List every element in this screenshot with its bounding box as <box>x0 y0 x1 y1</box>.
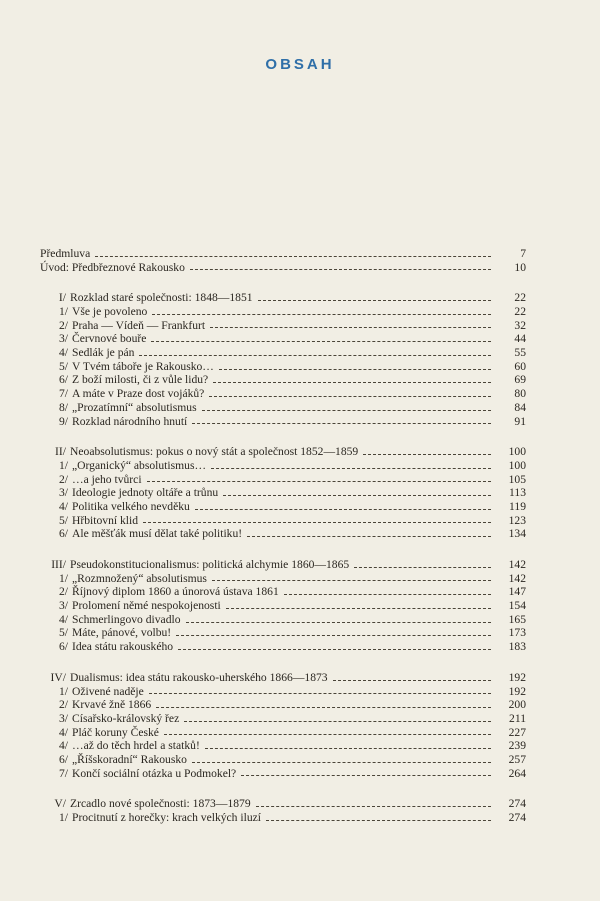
chapter-number: 4/ <box>58 612 68 626</box>
chapter-number: 2/ <box>58 318 68 332</box>
part-number: I/ <box>58 291 66 305</box>
chapter-number: 5/ <box>58 359 68 373</box>
dash-leader <box>186 615 491 623</box>
chapter-title: Politika velkého nevděku <box>72 499 190 513</box>
page-title: OBSAH <box>265 56 335 73</box>
dash-leader <box>95 249 491 257</box>
page-number: 69 <box>514 373 526 387</box>
chapter-number: 4/ <box>58 739 68 753</box>
chapter-title: Končí sociální otázka u Podmokel? <box>72 766 237 780</box>
chapter-number: 4/ <box>58 725 68 739</box>
dash-leader <box>241 768 491 776</box>
dash-leader <box>209 389 491 397</box>
chapter-number: 2/ <box>58 472 68 486</box>
dash-leader <box>202 403 491 411</box>
chapter-entry <box>40 415 526 429</box>
page-number: 239 <box>508 739 526 753</box>
chapter-entry <box>40 572 526 586</box>
dash-leader <box>354 560 491 568</box>
dash-leader <box>213 375 491 383</box>
chapter-entry <box>40 739 526 753</box>
chapter-number: 1/ <box>58 305 68 319</box>
dash-leader <box>149 686 491 694</box>
chapter-number: 6/ <box>58 373 68 387</box>
page-number: 192 <box>508 684 526 698</box>
dash-leader <box>266 813 491 821</box>
chapter-number: 7/ <box>58 766 68 780</box>
chapter-title: Říjnový diplom 1860 a únorová ústava 1861 <box>72 585 279 599</box>
section-gap <box>40 780 526 797</box>
front-title: Úvod: Předbřeznové Rakousko <box>40 260 185 274</box>
chapter-entry <box>40 346 526 360</box>
part-number: III/ <box>51 558 66 572</box>
chapter-title: Procitnutí z horečky: krach velkých iluzí <box>72 811 261 825</box>
chapter-number: 3/ <box>58 486 68 500</box>
dash-leader <box>192 416 491 424</box>
chapter-title: Oživené naděje <box>72 684 144 698</box>
chapter-number: 9/ <box>58 414 68 428</box>
dash-leader <box>184 714 491 722</box>
chapter-number: 2/ <box>58 698 68 712</box>
page-number: 100 <box>508 458 526 472</box>
chapter-entry <box>40 500 526 514</box>
dash-leader <box>211 461 491 469</box>
page-number: 55 <box>514 346 526 360</box>
chapter-entry <box>40 726 526 740</box>
chapter-entry <box>40 473 526 487</box>
page-number: 165 <box>508 612 526 626</box>
chapter-entry <box>40 305 526 319</box>
chapter-number: 6/ <box>58 527 68 541</box>
front-entry <box>40 247 526 261</box>
chapter-title: Vše je povoleno <box>72 305 148 319</box>
chapter-number: 6/ <box>58 752 68 766</box>
part-number: II/ <box>55 445 66 459</box>
part-entry <box>40 558 526 572</box>
section-gap <box>40 274 526 291</box>
part-number: V/ <box>54 797 66 811</box>
chapter-entry <box>40 599 526 613</box>
page-number: 7 <box>520 246 526 260</box>
chapter-entry <box>40 459 526 473</box>
part-title: Pseudokonstitucionalismus: politická alchymie 1860—1865 <box>70 558 350 572</box>
page-number: 113 <box>509 486 526 500</box>
chapter-number: 1/ <box>58 458 68 472</box>
chapter-entry <box>40 486 526 500</box>
chapter-number: 3/ <box>58 332 68 346</box>
dash-leader <box>284 587 491 595</box>
dash-leader <box>178 642 491 650</box>
chapter-title: Červnové bouře <box>72 332 147 346</box>
chapter-number: 6/ <box>58 640 68 654</box>
dash-leader <box>143 515 491 523</box>
section-gap <box>40 654 526 671</box>
page-number: 264 <box>508 766 526 780</box>
chapter-title: Prolomení němé nespokojenosti <box>72 599 221 613</box>
chapter-number: 2/ <box>58 585 68 599</box>
chapter-title: Idea státu rakouského <box>72 640 174 654</box>
page-number: 119 <box>509 499 526 513</box>
page-number: 173 <box>508 626 526 640</box>
chapter-title: Schmerlingovo divadlo <box>72 612 181 626</box>
chapter-title: A máte v Praze dost vojáků? <box>72 387 205 401</box>
dash-leader <box>247 529 491 537</box>
chapter-title: Sedlák je pán <box>72 346 135 360</box>
part-title: Neoabsolutismus: pokus o nový stát a společnost 1852—1859 <box>70 445 359 459</box>
part-number: IV/ <box>50 670 66 684</box>
section-gap <box>40 428 526 445</box>
dash-leader <box>205 741 491 749</box>
dash-leader <box>164 727 491 735</box>
chapter-title: Rozklad národního hnutí <box>72 414 188 428</box>
part-title: Dualismus: idea státu rakousko-uherského 1866—1873 <box>70 670 328 684</box>
front-title: Předmluva <box>40 246 91 260</box>
chapter-entry <box>40 332 526 346</box>
chapter-number: 4/ <box>58 346 68 360</box>
chapter-entry <box>40 811 526 825</box>
page-number: 22 <box>514 291 526 305</box>
part-entry <box>40 671 526 685</box>
page-number: 91 <box>514 414 526 428</box>
page-number: 105 <box>508 472 526 486</box>
dash-leader <box>333 673 491 681</box>
chapter-number: 1/ <box>58 811 68 825</box>
chapter-title: Z boží milosti, či z vůle lidu? <box>72 373 209 387</box>
chapter-entry <box>40 585 526 599</box>
page-number: 257 <box>508 752 526 766</box>
chapter-number: 1/ <box>58 684 68 698</box>
chapter-entry <box>40 753 526 767</box>
page-number: 227 <box>508 725 526 739</box>
dash-leader <box>152 307 491 315</box>
dash-leader <box>190 262 491 270</box>
chapter-entry <box>40 387 526 401</box>
page-number: 32 <box>514 318 526 332</box>
chapter-number: 3/ <box>58 711 68 725</box>
dash-leader <box>223 488 491 496</box>
chapter-entry <box>40 712 526 726</box>
chapter-entry <box>40 527 526 541</box>
page-number: 123 <box>508 513 526 527</box>
part-title: Zrcadlo nové společnosti: 1873—1879 <box>70 797 251 811</box>
chapter-title: „Říšskoradní“ Rakousko <box>72 752 187 766</box>
chapter-entry <box>40 319 526 333</box>
chapter-entry <box>40 360 526 374</box>
chapter-entry <box>40 698 526 712</box>
page-number: 192 <box>508 670 526 684</box>
dash-leader <box>156 700 491 708</box>
chapter-entry <box>40 767 526 781</box>
chapter-number: 5/ <box>58 513 68 527</box>
dash-leader <box>192 755 491 763</box>
chapter-entry <box>40 627 526 641</box>
chapter-title: Krvavé žně 1866 <box>72 698 152 712</box>
page-number: 60 <box>514 359 526 373</box>
chapter-entry <box>40 685 526 699</box>
chapter-title: V Tvém táboře je Rakousko… <box>72 359 214 373</box>
chapter-number: 8/ <box>58 400 68 414</box>
chapter-title: Praha — Vídeň — Frankfurt <box>72 318 206 332</box>
chapter-title: „Prozatímní“ absolutismus <box>72 400 197 414</box>
page-number: 274 <box>508 811 526 825</box>
dash-leader <box>212 573 491 581</box>
chapter-entry <box>40 514 526 528</box>
chapter-title: Máte, pánové, volbu! <box>72 626 172 640</box>
chapter-title: „Rozmnožený“ absolutismus <box>72 571 207 585</box>
chapter-title: Císařsko-královský řez <box>72 711 180 725</box>
page-number: 274 <box>508 797 526 811</box>
page-number: 134 <box>508 527 526 541</box>
dash-leader <box>258 293 491 301</box>
dash-leader <box>219 362 491 370</box>
chapter-title: …a jeho tvůrci <box>72 472 142 486</box>
chapter-title: „Organický“ absolutismus… <box>72 458 207 472</box>
chapter-number: 3/ <box>58 599 68 613</box>
chapter-entry <box>40 613 526 627</box>
part-entry <box>40 797 526 811</box>
page-number: 44 <box>514 332 526 346</box>
part-entry <box>40 291 526 305</box>
dash-leader <box>176 628 491 636</box>
chapter-number: 1/ <box>58 571 68 585</box>
dash-leader <box>363 447 491 455</box>
chapter-title: Pláč koruny České <box>72 725 159 739</box>
page-number: 84 <box>514 400 526 414</box>
page-number: 142 <box>508 571 526 585</box>
page-number: 142 <box>508 558 526 572</box>
chapter-title: Ale měšťák musí dělat také politiku! <box>72 527 243 541</box>
chapter-title: Ideologie jednoty oltáře a trůnu <box>72 486 219 500</box>
part-entry <box>40 445 526 459</box>
front-entry <box>40 261 526 275</box>
page-number: 80 <box>514 387 526 401</box>
page-number: 183 <box>508 640 526 654</box>
chapter-title: …až do těch hrdel a statků! <box>72 739 200 753</box>
table-of-contents <box>40 247 526 825</box>
page-number: 147 <box>508 585 526 599</box>
dash-leader <box>256 799 491 807</box>
page-number: 10 <box>514 260 526 274</box>
chapter-entry <box>40 401 526 415</box>
page-number: 100 <box>508 445 526 459</box>
dash-leader <box>147 474 491 482</box>
chapter-number: 5/ <box>58 626 68 640</box>
section-gap <box>40 541 526 558</box>
page-number: 154 <box>508 599 526 613</box>
page-number: 211 <box>509 711 526 725</box>
dash-leader <box>226 601 491 609</box>
chapter-title: Hřbitovní klid <box>72 513 139 527</box>
chapter-entry <box>40 640 526 654</box>
chapter-number: 7/ <box>58 387 68 401</box>
chapter-entry <box>40 374 526 388</box>
chapter-number: 4/ <box>58 499 68 513</box>
part-title: Rozklad staré společnosti: 1848—1851 <box>70 291 253 305</box>
dash-leader <box>139 348 491 356</box>
dash-leader <box>195 502 491 510</box>
dash-leader <box>210 320 491 328</box>
page-number: 22 <box>514 305 526 319</box>
page-number: 200 <box>508 698 526 712</box>
dash-leader <box>151 334 491 342</box>
